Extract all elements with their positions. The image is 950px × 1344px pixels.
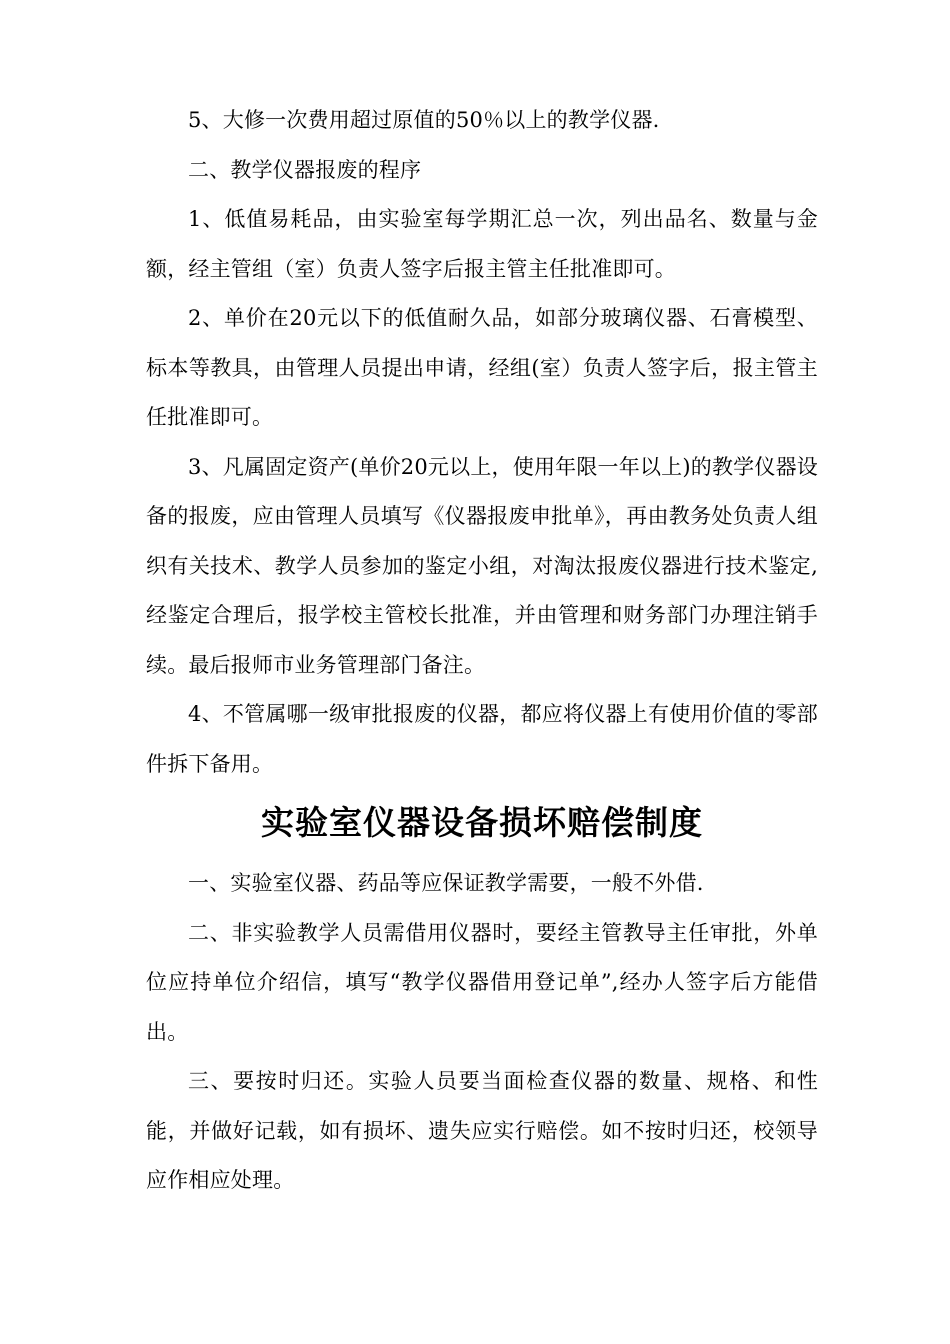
section-heading-scrap-procedure: 二、教学仪器报废的程序 [188, 157, 422, 182]
paragraph-procedure-1: 1、低值易耗品，由实验室每学期汇总一次，列出品名、数量与金额，经主管组（室）负责人签字后报主管主任批准即可。 [146, 207, 818, 281]
paragraph-rule-1: 一、实验室仪器、药品等应保证教学需要，一般不外借. [188, 871, 704, 895]
paragraph-procedure-4: 4、不管属哪一级审批报废的仪器，都应将仪器上有使用价值的零部件拆下备用。 [146, 702, 818, 776]
document-body [146, 96, 818, 1206]
paragraph-rule-3: 三、要按时归还。实验人员要当面检查仪器的数量、规格、和性能，并做好记载，如有损坏、遗失应实行赔偿。如不按时归还，校领导应作相应处理。 [146, 1069, 818, 1192]
paragraph-item-5: 5、大修一次费用超过原值的50％以上的教学仪器. [188, 108, 660, 132]
paragraph-procedure-3: 3、凡属固定资产(单价20元以上，使用年限一年以上)的教学仪器设备的报废，应由管理人员填写《仪器报废申批单》，再由教务处负责人组织有关技术、教学人员参加的鉴定小组，对淘汰报废仪器进行技术鉴定,经鉴定合理后，报学校主管校长批准，并由管理和财务部门办理注销手续。最后报师市业务管理部门备注。 [146, 454, 818, 677]
paragraph-rule-2: 二、非实验教学人员需借用仪器时，要经主管教导主任审批，外单位应持单位介绍信，填写“教学仪器借用登记单”,经办人签字后方能借出。 [146, 920, 818, 1044]
paragraph-procedure-2: 2、单价在20元以下的低值耐久品，如部分玻璃仪器、石膏模型、标本等教具，由管理人员提出申请，经组(室）负责人签字后，报主管主任批准即可。 [146, 306, 818, 429]
document-title: 实验室仪器设备损坏赔偿制度 [261, 803, 703, 842]
